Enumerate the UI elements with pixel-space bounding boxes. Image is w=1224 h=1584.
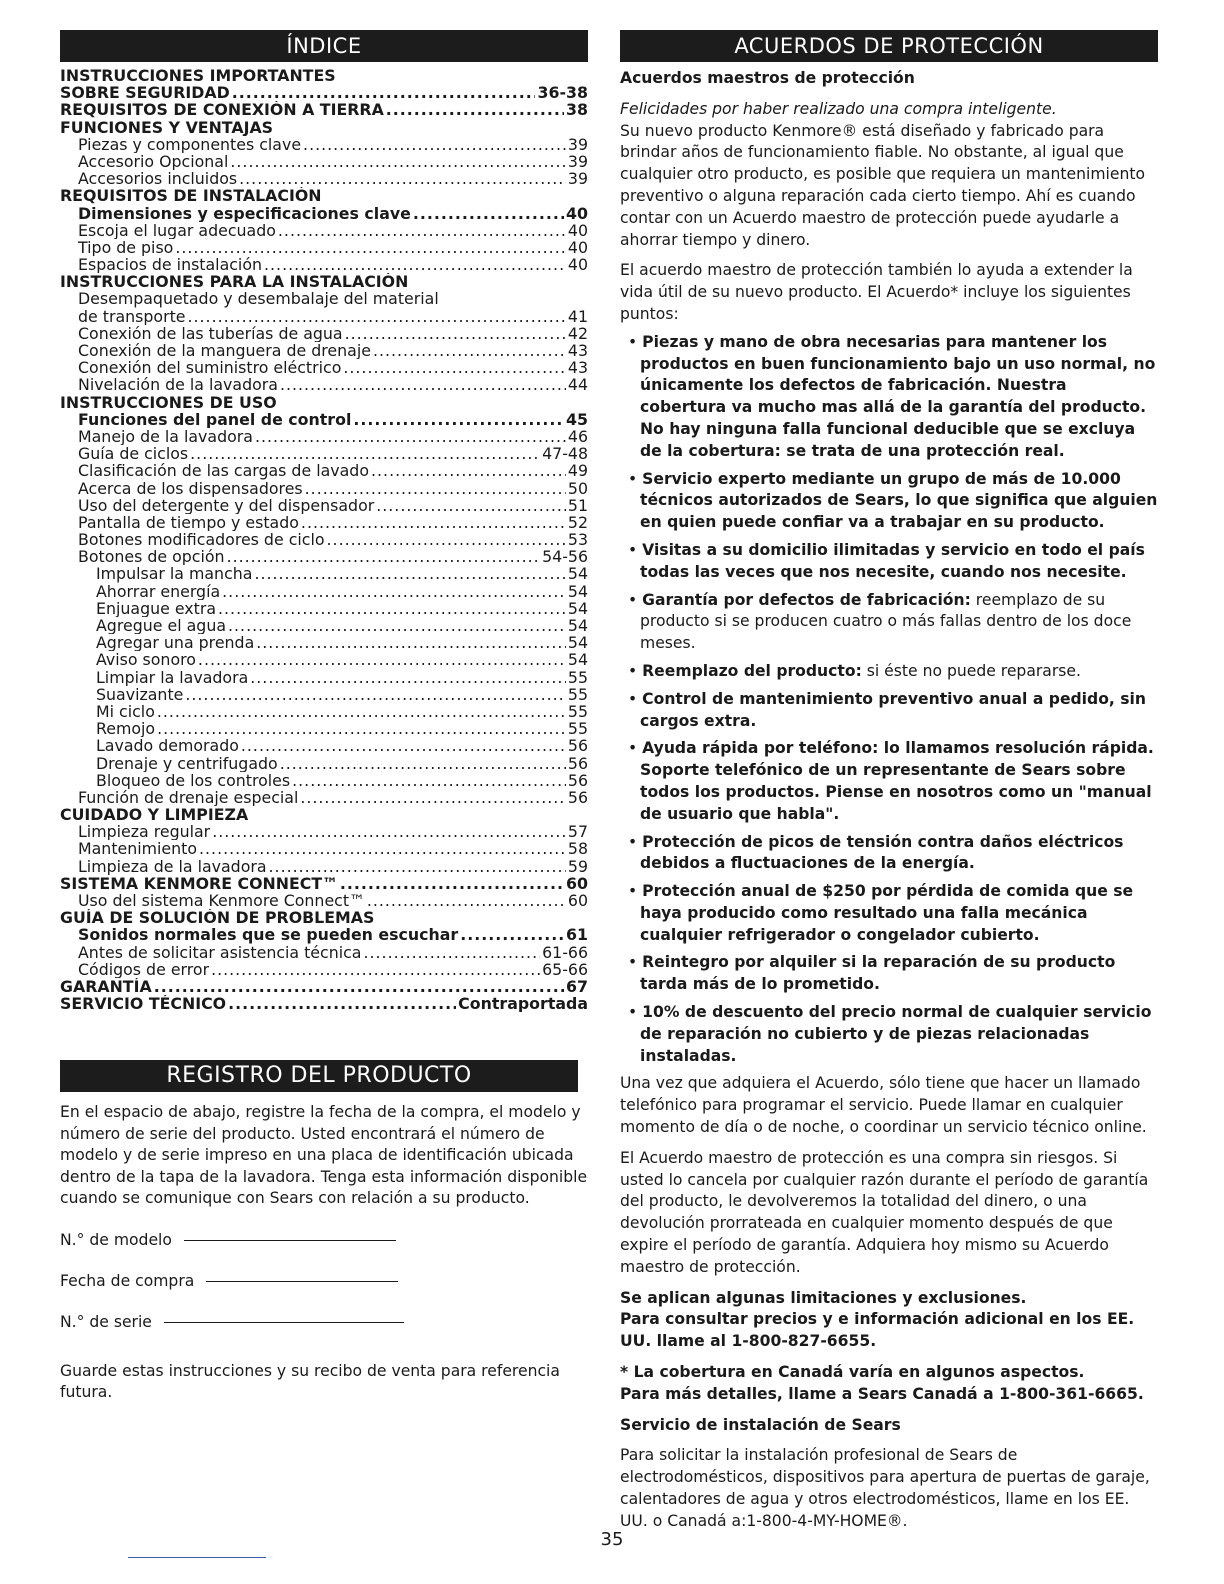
toc-label: Funciones del panel de control [78,410,352,428]
toc-label: INSTRUCCIONES PARA LA INSTALACIÓN [60,273,409,291]
toc-label: Bloqueo de los controles [96,771,291,789]
toc-row [60,342,588,359]
toc-label: Botones modificadores de ciclo [78,531,325,549]
toc-leader [175,239,566,256]
left-column [60,30,588,1404]
toc-leader [256,634,566,651]
toc-label: REQUISITOS DE CONEXIÓN A TIERRA [60,101,384,119]
toc-page: 54-56 [542,548,588,566]
toc-row [60,273,588,290]
toc-label: Uso del detergente y del dispensador [78,496,375,514]
toc-page: 38 [566,101,588,119]
toc-label: Acerca de los dispensadores [78,479,303,497]
protection-header: ACUERDOS DE PROTECCIÓN [620,30,1158,62]
toc-leader [250,669,566,686]
toc-page: 55 [567,685,588,703]
registration-footer: Guarde estas instrucciones y su recibo de venta para referencia futura. [60,1361,560,1402]
toc-label: Conexión de la manguera de drenaje [78,342,371,360]
toc-label: INSTRUCCIONES DE USO [60,393,277,411]
toc-label: Piezas y componentes clave [78,135,302,153]
toc-page: 57 [567,823,588,841]
toc-row [60,359,588,376]
toc-label: Accesorios incluidos [78,170,238,188]
table-of-contents [60,67,588,1012]
toc-label: Botones de opción [78,548,225,566]
toc-leader [413,205,564,222]
right-column [620,30,1158,1533]
purchase-date-label: Fecha de compra [60,1271,195,1290]
benefits-list [620,332,1158,1068]
list-item: • Reemplazo del producto: si éste no puede repararse. [628,661,1081,680]
toc-leader [154,978,564,995]
model-number-field [60,1229,588,1251]
toc-page: 43 [567,359,588,377]
toc-label: Agregue el agua [96,617,227,635]
toc-page: 54 [567,565,588,583]
toc-label: Uso del sistema Kenmore Connect™ [78,892,365,910]
model-number-line [184,1239,396,1241]
toc-row [60,67,588,84]
list-item: • Protección anual de $250 por pérdida de comida que se haya producido como resultado una falla mecánica cualquier refrigerador o congelador cubierto. [628,882,1134,944]
toc-leader [269,858,566,875]
toc-label: GARANTÍA [60,977,152,996]
toc-label: REQUISITOS DE INSTALACIÓN [60,187,322,205]
toc-leader [373,342,566,359]
toc-label: Remojo [96,720,156,738]
toc-page: 40 [566,204,588,222]
list-item: • Garantía por defectos de fabricación: reemplazo de su producto si se producen cuatro o más fallas dentro de los doce meses. [628,590,1132,653]
toc-leader [371,462,566,479]
toc-label: Suavizante [96,685,184,703]
toc-page: 53 [567,531,588,549]
toc-label: CUIDADO Y LIMPIEZA [60,806,249,824]
list-item: • Servicio experto mediante un grupo de más de 10.000 técnicos autorizados de Sears, lo que significa que alguien en quien puede confiar va a trabajar en su producto. [628,469,1158,532]
toc-label: Limpieza regular [78,823,211,841]
toc-row [60,84,588,101]
toc-page: 56 [567,737,588,755]
toc-label: Aviso sonoro [96,651,196,669]
toc-page: 47-48 [542,445,588,463]
toc-page: 36-38 [537,84,588,102]
toc-row [60,651,588,668]
toc-page: 61 [566,926,588,944]
registration-text: En el espacio de abajo, registre la fecha de la compra, el modelo y número de serie del producto. Usted encontrará el número de modelo y de serie impreso en una placa de identificación ubicada dentro de la tapa de la lavadora. Tenga esta información disponible cuando se comunique con Sears con relación a su producto. [60,1103,588,1208]
toc-label: Clasificación de las cargas de lavado [78,462,369,480]
toc-leader [241,737,566,754]
toc-leader [185,686,566,703]
serial-number-line [164,1321,404,1323]
page-number: 35 [600,1529,624,1550]
toc-leader [264,256,566,273]
toc-label: Sonidos normales que se pueden escuchar [78,926,459,944]
install-text: Para solicitar la instalación profesional de Sears de electrodomésticos, dispositivos para apertura de puertas de garaje, calentadores de agua y otros electrodomésticos, llame en los EE. UU. o Canadá a:1-800-4-MY-HOME®. [620,1446,1150,1530]
protection-para4: El Acuerdo maestro de protección es una compra sin riesgos. Si usted lo cancela por cualquier razón durante el período de garantía del producto, le devolveremos la totalidad del dinero, o una devolución prorrateada en cualquier momento después de que expire el período de garantía. Adquiera hoy mismo su Acuerdo maestro de protección. [620,1148,1149,1276]
toc-row [60,961,588,978]
toc-page: 60 [566,874,588,892]
toc-page: 44 [567,376,588,394]
toc-row [60,737,588,754]
toc-row [60,583,588,600]
toc-leader [305,480,566,497]
registration-header: REGISTRO DEL PRODUCTO [60,1060,578,1092]
toc-page: 55 [567,668,588,686]
toc-page: 50 [567,479,588,497]
toc-page: 39 [567,170,588,188]
toc-row [60,892,588,909]
toc-row [60,531,588,548]
toc-label: Agregar una prenda [96,634,255,652]
toc-leader [222,583,566,600]
toc-row [60,101,588,118]
toc-page: Contraportada [458,995,588,1013]
toc-label: SOBRE SEGURIDAD [60,84,230,102]
toc-leader [301,514,566,531]
toc-row [60,617,588,634]
toc-label: Guía de ciclos [78,445,189,463]
toc-label: Dimensiones y especificaciones clave [78,204,411,222]
toc-page: 40 [567,221,588,239]
toc-label: Limpiar la lavadora [96,668,249,686]
toc-page: 55 [567,720,588,738]
toc-leader [292,772,566,789]
toc-row [60,703,588,720]
toc-leader [254,565,565,582]
toc-label: Ahorrar energía [96,582,221,600]
toc-leader [278,222,566,239]
toc-page: 54 [567,651,588,669]
toc-page: 41 [567,307,588,325]
toc-row [60,290,588,307]
toc-leader [199,840,566,857]
protection-intro: Su nuevo producto Kenmore® está diseñado y fabricado para brindar años de funcionamiento fiable. No obstante, al igual que cualquier otro producto, es posible que requiera un mantenimiento preventivo o alguna reparación cada cierto tiempo. Ahí es cuando contar con un Acuerdo maestro de protección puede ayudarle a ahorrar tiempo y dinero. [620,121,1145,249]
toc-row [60,308,588,325]
toc-row [60,669,588,686]
toc-row [60,428,588,445]
toc-leader [228,995,456,1012]
toc-leader [190,445,540,462]
protection-intro-italic: Felicidades por haber realizado una compra inteligente. [620,99,1057,118]
limits-note: Se aplican algunas limitaciones y exclusiones. [620,1288,1027,1307]
toc-leader [367,892,566,909]
toc-page: 46 [567,427,588,446]
toc-leader [157,703,566,720]
toc-row [60,239,588,256]
list-item: • Protección de picos de tensión contra daños eléctricos debidos a fluctuaciones de la energía. [628,832,1124,873]
toc-leader [386,101,564,118]
toc-leader [239,170,566,187]
toc-label: Enjuague extra [96,599,217,617]
toc-leader [327,531,566,548]
toc-row [60,480,588,497]
toc-row [60,136,588,153]
toc-row [60,789,588,806]
toc-row [60,858,588,875]
toc-label: Antes de solicitar asistencia técnica [78,943,362,961]
protection-para3: Una vez que adquiera el Acuerdo, sólo tiene que hacer un llamado telefónico para programar el servicio. Puede llamar en cualquier momento de día o de noche, o coordinar un servicio técnico online. [620,1074,1147,1137]
toc-page: 59 [567,857,588,875]
toc-label: Escoja el lugar adecuado [78,221,276,239]
toc-label: INSTRUCCIONES IMPORTANTES [60,67,336,85]
toc-leader [232,84,536,101]
us-info: Para consultar precios y e información adicional en los EE. UU. llame al 1-800-827-6655. [620,1310,1135,1351]
toc-page: 42 [567,324,588,342]
toc-label: Lavado demorado [96,737,239,755]
toc-label: de transporte [78,307,186,325]
toc-page: 54 [567,617,588,635]
toc-page: 61-66 [542,943,588,961]
list-item: • Visitas a su domicilio ilimitadas y servicio en todo el país todas las veces que nos necesite, cuando nos necesite. [628,540,1145,581]
toc-row [60,995,588,1012]
list-item: • Ayuda rápida por teléfono: lo llamamos resolución rápida. Soporte telefónico de un representante de Sears sobre todos los productos. Piense en nosotros como un "manual de usuario que habla". [628,739,1154,823]
purchase-date-field [60,1270,588,1292]
toc-row [60,205,588,222]
toc-page: 56 [567,771,588,789]
toc-row [60,875,588,892]
toc-leader [460,926,564,943]
toc-label: Limpieza de la lavadora [78,857,267,875]
toc-page: 54 [567,634,588,652]
toc-row [60,806,588,823]
toc-leader [280,755,566,772]
toc-page: 55 [567,702,588,721]
toc-page: 49 [567,462,588,480]
serial-number-label: N.° de serie [60,1312,152,1331]
toc-label: Función de drenaje especial [78,788,299,807]
toc-row [60,256,588,273]
toc-label: Impulsar la mancha [96,565,253,583]
toc-label: Mi ciclo [96,702,155,721]
toc-row [60,720,588,737]
toc-leader [353,411,564,428]
toc-leader [300,789,566,806]
toc-label: FUNCIONES Y VENTAJAS [60,118,274,136]
toc-row [60,462,588,479]
toc-leader [218,600,566,617]
toc-label: Pantalla de tiempo y estado [78,513,299,532]
toc-leader [303,136,566,153]
toc-row [60,222,588,239]
toc-row [60,634,588,651]
toc-row [60,772,588,789]
toc-row [60,978,588,995]
toc-page: 52 [567,513,588,532]
toc-row [60,170,588,187]
toc-page: 43 [567,342,588,360]
toc-leader [343,359,566,376]
toc-page: 39 [567,135,588,153]
canada-note: * La cobertura en Canadá varía en algunos aspectos. [620,1363,1085,1382]
toc-row [60,600,588,617]
toc-label: Códigos de error [78,960,210,978]
toc-page: 51 [567,496,588,514]
toc-page: 40 [567,238,588,257]
toc-row [60,514,588,531]
toc-page: 58 [567,840,588,858]
toc-label: SERVICIO TÉCNICO [60,995,227,1013]
toc-row [60,548,588,565]
toc-leader [157,720,566,737]
toc-page: 60 [567,892,588,910]
toc-row [60,497,588,514]
toc-leader [345,325,566,342]
toc-page: 39 [567,152,588,171]
toc-leader [227,548,541,565]
toc-leader [340,875,564,892]
toc-row [60,926,588,943]
toc-label: Espacios de instalación [78,256,263,274]
toc-leader [198,651,566,668]
canada-info: Para más detalles, llame a Sears Canadá a 1-800-361-6665. [620,1384,1144,1403]
toc-label: Desempaquetado y desembalaje del material [78,290,439,308]
toc-row [60,909,588,926]
toc-row [60,944,588,961]
list-item: • Piezas y mano de obra necesarias para mantener los productos en buen funcionamiento bajo un uso normal, no únicamente los defectos de fabricación. Nuestra cobertura va mucho mas allá de la garantía del producto. No hay ninguna falla funcional deducible que se excluya de la cobertura: se trata de una protección real. [628,332,1156,460]
toc-label: GUÍA DE SOLUCIÓN DE PROBLEMAS [60,909,375,927]
toc-row [60,325,588,342]
toc-page: 56 [567,754,588,772]
toc-row [60,376,588,393]
model-number-label: N.° de modelo [60,1230,172,1249]
toc-label: Nivelación de la lavadora [78,376,278,394]
toc-page: 40 [567,256,588,274]
toc-row [60,565,588,582]
toc-row [60,445,588,462]
toc-leader [187,308,565,325]
toc-leader [376,497,566,514]
toc-row [60,187,588,204]
toc-row [60,840,588,857]
toc-leader [363,944,540,961]
toc-label: Drenaje y centrifugado [96,754,278,772]
list-item: • 10% de descuento del precio normal de cualquier servicio de reparación no cubierto y de piezas relacionadas instaladas. [628,1003,1152,1065]
toc-label: Accesorio Opcional [78,152,229,171]
toc-row [60,394,588,411]
toc-row [60,119,588,136]
list-item: • Control de mantenimiento preventivo anual a pedido, sin cargos extra. [628,689,1146,730]
purchase-date-line [206,1280,398,1282]
toc-row [60,153,588,170]
protection-title: Acuerdos maestros de protección [620,69,915,87]
install-title: Servicio de instalación de Sears [620,1415,901,1434]
bottom-rule [128,1557,266,1558]
toc-leader [228,617,566,634]
toc-page: 54 [567,582,588,600]
toc-label: Conexión de las tuberías de agua [78,324,343,342]
toc-label: Mantenimiento [78,840,198,858]
toc-leader [280,376,566,393]
toc-label: Tipo de piso [78,238,174,257]
toc-page: 54 [567,599,588,617]
toc-page: 45 [566,410,588,428]
list-item: • Reintegro por alquiler si la reparación de su producto tarda más de lo prometido. [628,953,1116,994]
toc-leader [255,428,566,445]
toc-page: 56 [567,788,588,807]
toc-leader [230,153,566,170]
toc-row [60,823,588,840]
serial-number-field [60,1311,588,1333]
toc-leader [212,823,566,840]
toc-row [60,755,588,772]
toc-row [60,686,588,703]
toc-label: Conexión del suministro eléctrico [78,359,342,377]
toc-label: SISTEMA KENMORE CONNECT™ [60,874,338,892]
toc-label: Manejo de la lavadora [78,427,253,446]
toc-page: 65-66 [542,960,588,978]
toc-row [60,411,588,428]
protection-para2: El acuerdo maestro de protección también lo ayuda a extender la vida útil de su nuevo producto. El Acuerdo* incluye los siguientes puntos: [620,261,1133,323]
toc-header: ÍNDICE [60,30,588,62]
toc-page: 67 [566,977,588,996]
toc-leader [211,961,540,978]
